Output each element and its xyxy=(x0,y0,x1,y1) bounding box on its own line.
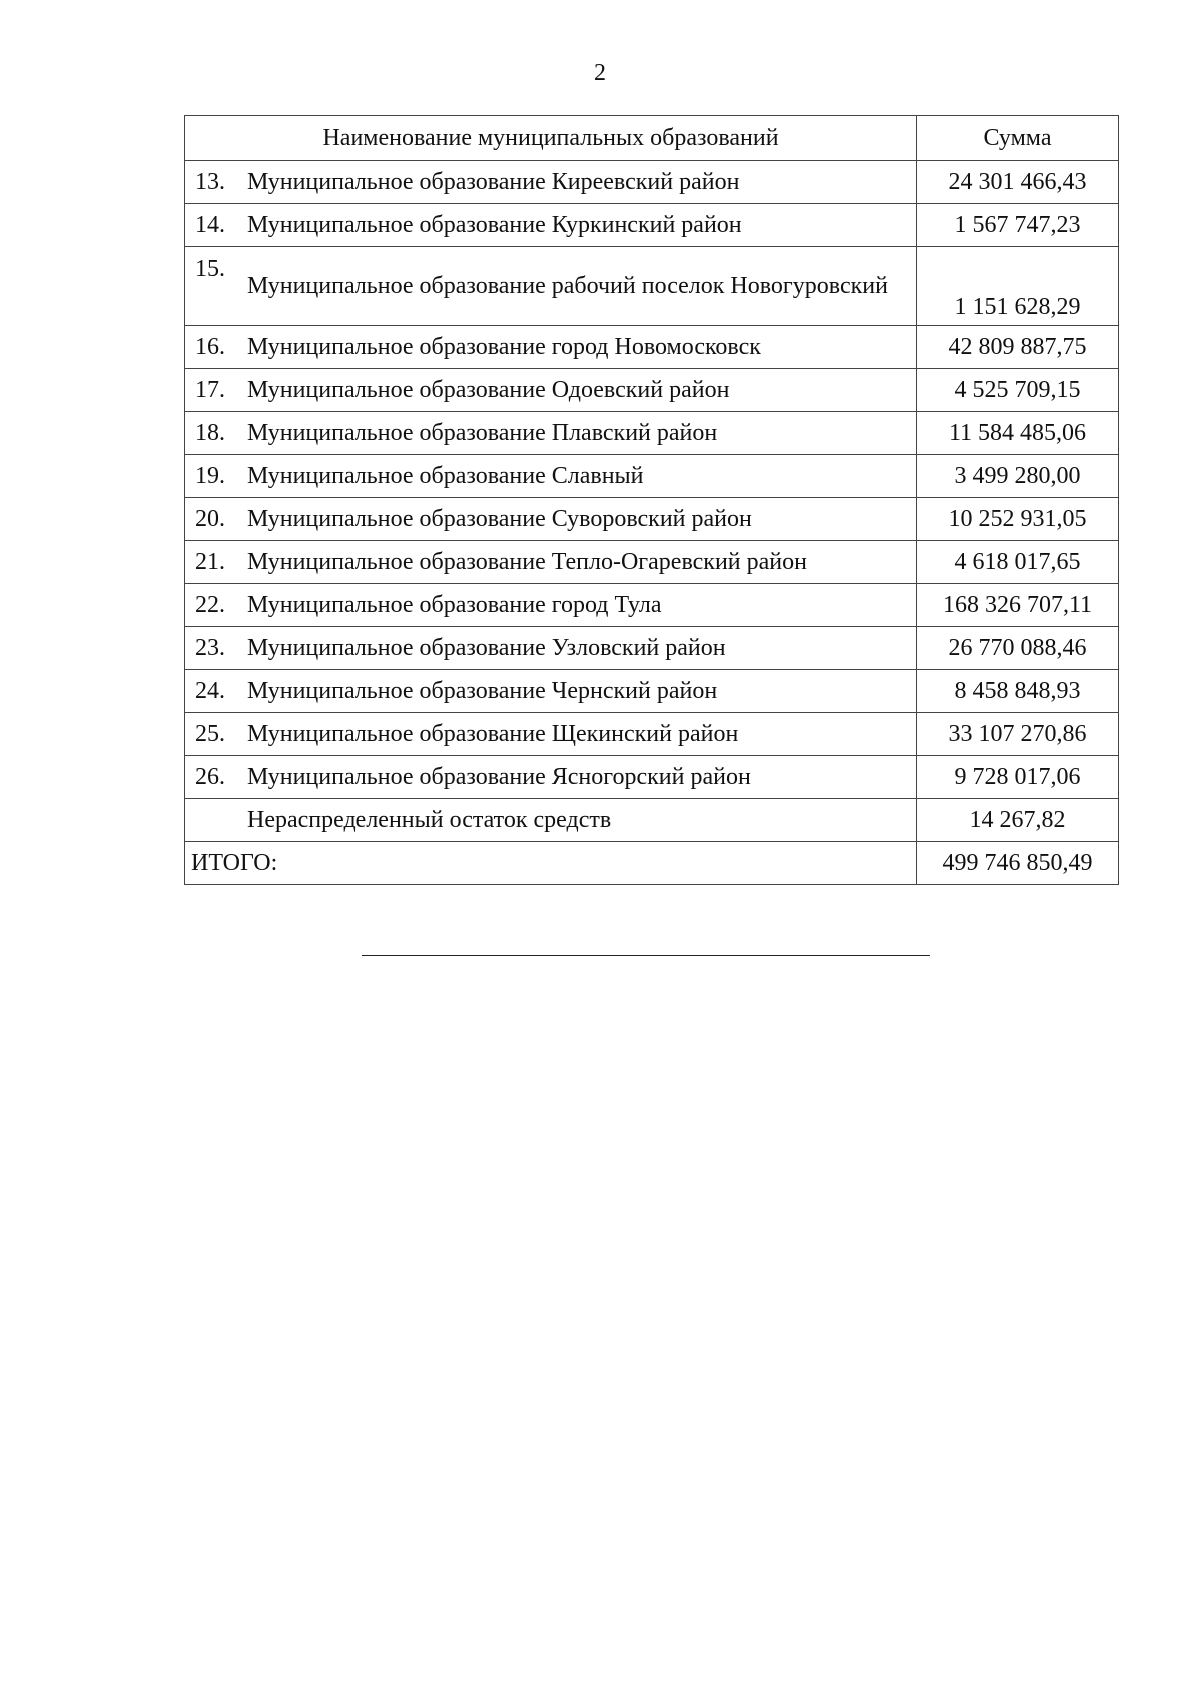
name-cell xyxy=(185,369,917,412)
sum-cell: 9 728 017,06 xyxy=(917,756,1119,799)
remainder-label: Нераспределенный остаток средств xyxy=(247,807,612,833)
row-number: 24. xyxy=(195,678,225,704)
table-row xyxy=(185,161,1119,204)
sum-cell: 11 584 485,06 xyxy=(917,412,1119,455)
total-label: ИТОГО: xyxy=(185,842,917,885)
remainder-sum: 14 267,82 xyxy=(917,799,1119,842)
sum-cell: 1 567 747,23 xyxy=(917,204,1119,247)
row-number: 21. xyxy=(195,549,225,575)
municipality-name: Муниципальное образование Суворовский район xyxy=(247,506,752,532)
municipality-name: Муниципальное образование Славный xyxy=(247,463,644,489)
name-cell xyxy=(185,799,917,842)
sum-cell: 10 252 931,05 xyxy=(917,498,1119,541)
sum-cell: 33 107 270,86 xyxy=(917,713,1119,756)
row-number: 17. xyxy=(195,377,225,403)
name-cell xyxy=(185,541,917,584)
table-row xyxy=(185,498,1119,541)
municipality-name: Муниципальное образование Плавский район xyxy=(247,420,718,446)
municipality-name: Муниципальное образование рабочий поселок Новогуровский xyxy=(247,273,888,299)
sum-cell: 4 525 709,15 xyxy=(917,369,1119,412)
municipality-name: Муниципальное образование Тепло-Огаревский район xyxy=(247,549,807,575)
name-cell xyxy=(185,498,917,541)
page-number: 2 xyxy=(594,60,606,86)
header-sum: Сумма xyxy=(917,116,1119,161)
name-cell xyxy=(185,584,917,627)
name-cell xyxy=(185,713,917,756)
name-cell xyxy=(185,756,917,799)
sum-cell: 8 458 848,93 xyxy=(917,670,1119,713)
table-row xyxy=(185,326,1119,369)
municipality-name: Муниципальное образование Куркинский район xyxy=(247,212,742,238)
row-number: 20. xyxy=(195,506,225,532)
municipality-name: Муниципальное образование город Новомосковск xyxy=(247,334,761,360)
table-row xyxy=(185,584,1119,627)
municipality-name: Муниципальное образование Ясногорский район xyxy=(247,764,751,790)
row-number: 25. xyxy=(195,721,225,747)
row-number: 26. xyxy=(195,764,225,790)
table-row xyxy=(185,455,1119,498)
sum-cell: 3 499 280,00 xyxy=(917,455,1119,498)
row-number: 16. xyxy=(195,334,225,360)
name-cell xyxy=(185,204,917,247)
name-cell xyxy=(185,412,917,455)
sum-cell: 24 301 466,43 xyxy=(917,161,1119,204)
row-number: 23. xyxy=(195,635,225,661)
municipality-name: Муниципальное образование Узловский район xyxy=(247,635,726,661)
table-row xyxy=(185,627,1119,670)
row-number: 22. xyxy=(195,592,225,618)
sum-cell: 26 770 088,46 xyxy=(917,627,1119,670)
name-cell xyxy=(185,326,917,369)
row-number: 14. xyxy=(195,212,225,238)
name-cell xyxy=(185,670,917,713)
table-row xyxy=(185,756,1119,799)
row-number: 19. xyxy=(195,463,225,489)
allocation-table xyxy=(184,115,1119,885)
row-number: 15. xyxy=(195,256,225,282)
municipality-name: Муниципальное образование Киреевский район xyxy=(247,169,740,195)
name-cell xyxy=(185,247,917,326)
row-number: 13. xyxy=(195,169,225,195)
name-cell xyxy=(185,627,917,670)
table-row xyxy=(185,713,1119,756)
table-header-row xyxy=(185,116,1119,161)
table-row xyxy=(185,670,1119,713)
total-row xyxy=(185,842,1119,885)
table-row xyxy=(185,412,1119,455)
table-row xyxy=(185,541,1119,584)
sum-cell: 42 809 887,75 xyxy=(917,326,1119,369)
municipality-name: Муниципальное образование Чернский район xyxy=(247,678,718,704)
sum-cell: 168 326 707,11 xyxy=(917,584,1119,627)
row-number: 18. xyxy=(195,420,225,446)
sum-cell: 1 151 628,29 xyxy=(917,247,1119,326)
sum-cell: 4 618 017,65 xyxy=(917,541,1119,584)
table-row xyxy=(185,369,1119,412)
total-sum: 499 746 850,49 xyxy=(917,842,1119,885)
header-name: Наименование муниципальных образований xyxy=(185,116,917,161)
table-row xyxy=(185,204,1119,247)
name-cell xyxy=(185,161,917,204)
municipality-name: Муниципальное образование Щекинский район xyxy=(247,721,739,747)
table-row xyxy=(185,247,1119,326)
name-cell xyxy=(185,455,917,498)
remainder-row xyxy=(185,799,1119,842)
municipality-name: Муниципальное образование город Тула xyxy=(247,592,662,618)
municipality-name: Муниципальное образование Одоевский район xyxy=(247,377,730,403)
closing-separator-line xyxy=(362,955,930,956)
